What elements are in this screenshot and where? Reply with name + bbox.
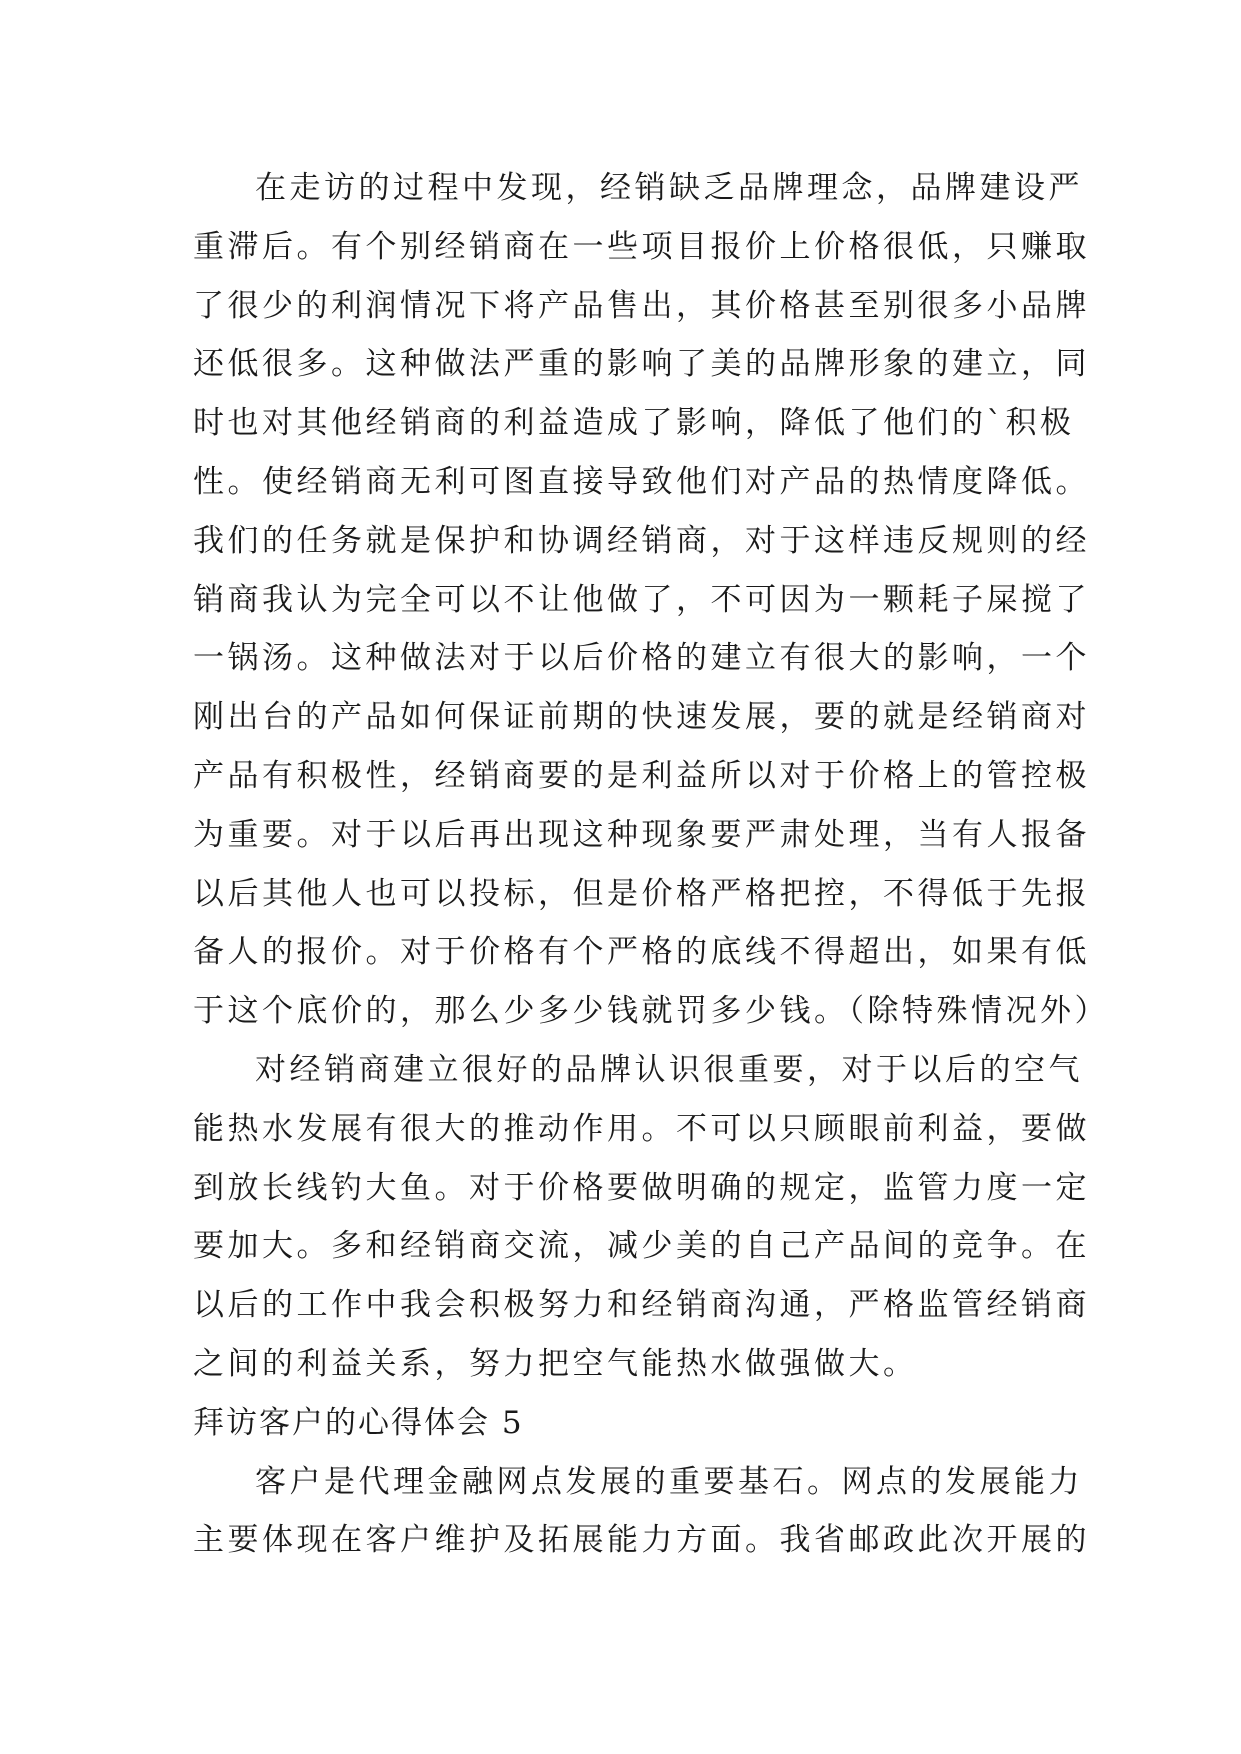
section-heading: 拜访客户的心得体会 5 [193, 1404, 524, 1441]
text-line: 客户是代理金融网点发展的重要基石。网点的发展能力 [255, 1463, 1083, 1500]
text-line: 产品有积极性，经销商要的是利益所以对于价格上的管控极 [193, 757, 1090, 794]
text-line: 时也对其他经销商的利益造成了影响，降低了他们的`积极 [193, 405, 1075, 442]
text-line: 以后其他人也可以投标，但是价格严格把控，不得低于先报 [193, 875, 1090, 912]
text-line: 主要体现在客户维护及拓展能力方面。我省邮政此次开展的 [193, 1522, 1090, 1559]
text-line: 要加大。多和经销商交流，减少美的自己产品间的竞争。在 [193, 1228, 1090, 1265]
text-line: 在走访的过程中发现，经销缺乏品牌理念，品牌建设严 [255, 170, 1083, 206]
text-line: 对经销商建立很好的品牌认识很重要，对于以后的空气 [255, 1051, 1083, 1088]
text-line: 我们的任务就是保护和协调经销商，对于这样违反规则的经 [193, 522, 1090, 559]
text-line: 于这个底价的，那么少多少钱就罚多少钱。（除特殊情况外） [193, 993, 1109, 1030]
text-line: 以后的工作中我会积极努力和经销商沟通，严格监管经销商 [193, 1287, 1090, 1324]
text-line: 性。使经销商无利可图直接导致他们对产品的热情度降低。 [193, 463, 1090, 500]
text-line: 为重要。对于以后再出现这种现象要严肃处理，当有人报备 [193, 816, 1090, 853]
text-line: 一锅汤。这种做法对于以后价格的建立有很大的影响，一个 [193, 640, 1090, 677]
text-line: 能热水发展有很大的推动作用。不可以只顾眼前利益，要做 [193, 1110, 1090, 1147]
text-line: 了很少的利润情况下将产品售出，其价格甚至别很多小品牌 [193, 287, 1090, 324]
text-line: 之间的利益关系，努力把空气能热水做强做大。 [193, 1345, 918, 1382]
document-body [193, 159, 1109, 1570]
text-line: 刚出台的产品如何保证前期的快速发展，要的就是经销商对 [193, 699, 1090, 736]
text-line: 重滞后。有个别经销商在一些项目报价上价格很低，只赚取 [193, 228, 1090, 265]
text-line: 备人的报价。对于价格有个严格的底线不得超出，如果有低 [193, 934, 1090, 971]
text-line: 销商我认为完全可以不让他做了，不可因为一颗耗子屎搅了 [193, 581, 1090, 618]
text-line: 到放长线钓大鱼。对于价格要做明确的规定，监管力度一定 [193, 1169, 1090, 1206]
text-line: 还低很多。这种做法严重的影响了美的品牌形象的建立，同 [193, 346, 1090, 383]
